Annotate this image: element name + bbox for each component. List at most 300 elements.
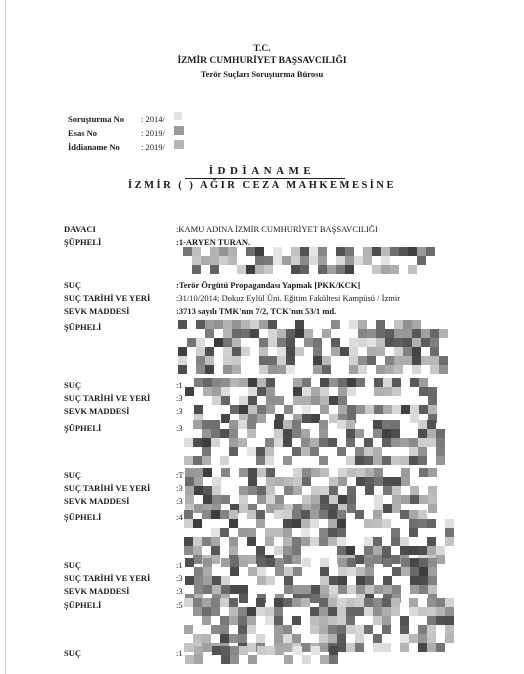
redaction-pixel — [239, 396, 248, 405]
redaction-pixel — [382, 607, 391, 616]
redaction-pixel — [178, 347, 187, 356]
redaction-pixel — [239, 585, 248, 594]
redaction-pixel — [202, 420, 211, 429]
redaction-pixel — [257, 567, 266, 576]
redaction-pixel — [274, 438, 283, 447]
redaction-pixel — [257, 387, 266, 396]
redaction-pixel — [382, 625, 391, 634]
redaction-pixel — [283, 519, 292, 528]
redaction-pixel — [383, 576, 392, 585]
redaction-pixel — [301, 429, 310, 438]
redaction-pixel — [322, 365, 331, 374]
redaction-pixel — [436, 598, 445, 607]
redaction-pixel — [364, 546, 373, 555]
redaction-pixel — [365, 486, 374, 495]
redaction-pixel — [266, 477, 275, 486]
redaction-pixel — [328, 537, 337, 546]
redaction-pixel — [293, 387, 302, 396]
redaction-pixel — [256, 456, 265, 465]
redaction-pixel — [328, 607, 337, 616]
redaction-pixel — [403, 356, 412, 365]
redaction-pixel — [373, 634, 382, 643]
redaction-pixel — [394, 320, 403, 329]
redaction-pixel — [210, 256, 219, 265]
redaction-pixel — [266, 495, 275, 504]
redaction-pixel — [345, 247, 354, 256]
redaction-pixel — [255, 265, 264, 274]
value-supheli-5-prefix: :5 — [176, 600, 183, 610]
redaction-pixel — [382, 420, 391, 429]
label-sevk-maddesi-3: SEVK MADDESİ — [64, 496, 130, 506]
redaction-pixel — [445, 537, 454, 546]
redaction-pixel — [310, 510, 319, 519]
redaction-pixel — [392, 486, 401, 495]
redaction-pixel — [246, 247, 255, 256]
value-suc-5-prefix: :1 — [176, 648, 183, 658]
redaction-pixel — [428, 468, 437, 477]
redaction-pixel — [419, 387, 428, 396]
redaction-pixel — [336, 265, 345, 274]
redaction-pixel — [241, 347, 250, 356]
redaction-pixel — [259, 320, 268, 329]
redaction-pixel — [212, 646, 221, 655]
redaction-pixel — [412, 356, 421, 365]
redaction-pixel — [347, 405, 356, 414]
redaction-pixel — [445, 634, 454, 643]
redaction-pixel — [194, 405, 203, 414]
redaction-pixel — [349, 338, 358, 347]
redaction-pixel — [401, 567, 410, 576]
redaction-pixel — [428, 576, 437, 585]
redaction-pixel — [248, 396, 257, 405]
redaction-pixel — [219, 256, 228, 265]
redaction-pixel — [194, 468, 203, 477]
redaction-pixel — [259, 338, 268, 347]
redaction-pixel — [318, 265, 327, 274]
value-supheli: :1-ARYEN TURAN. — [176, 237, 251, 247]
redaction-pixel — [354, 256, 363, 265]
redaction-pixel — [313, 338, 322, 347]
redaction-pixel — [412, 347, 421, 356]
redaction-pixel — [428, 405, 437, 414]
redaction-pixel — [401, 558, 410, 567]
redaction-pixel — [310, 438, 319, 447]
redaction-pixel — [329, 646, 338, 655]
redaction-pixel — [408, 265, 417, 274]
redaction-pixel — [265, 528, 274, 537]
redaction-pixel — [194, 646, 203, 655]
redaction-pixel — [302, 378, 311, 387]
redaction-pixel — [202, 510, 211, 519]
redaction-pixel — [358, 356, 367, 365]
redaction-pixel — [419, 585, 428, 594]
redaction-pixel — [257, 468, 266, 477]
redaction-pixel — [232, 356, 241, 365]
redaction-pixel — [436, 429, 445, 438]
redaction-pixel — [185, 576, 194, 585]
redaction-pixel — [340, 347, 349, 356]
redaction-pixel — [255, 256, 264, 265]
redaction-pixel — [220, 528, 229, 537]
redaction-pixel — [427, 634, 436, 643]
redaction-pixel — [401, 468, 410, 477]
redaction-pixel — [283, 634, 292, 643]
redaction-pixel — [436, 643, 445, 652]
redaction-pixel — [178, 356, 187, 365]
redaction-pixel — [346, 625, 355, 634]
redaction-pixel — [427, 438, 436, 447]
redaction-pixel — [275, 495, 284, 504]
redaction-pixel — [347, 387, 356, 396]
redaction-pixel — [338, 495, 347, 504]
redaction-pixel — [192, 256, 201, 265]
redaction-pixel — [310, 447, 319, 456]
redaction-pixel — [273, 256, 282, 265]
redaction-pixel — [248, 468, 257, 477]
redaction-pixel — [193, 438, 202, 447]
redaction-pixel — [202, 598, 211, 607]
redaction-pixel — [356, 567, 365, 576]
redaction-pixel — [320, 495, 329, 504]
redaction-pixel — [313, 347, 322, 356]
redaction-pixel — [337, 420, 346, 429]
redaction-pixel — [223, 347, 232, 356]
redaction-pixel — [322, 356, 331, 365]
redaction-pixel — [355, 607, 364, 616]
redaction-pixel — [311, 495, 320, 504]
redaction-pixel — [266, 396, 275, 405]
redaction-pixel — [223, 356, 232, 365]
redaction-pixel — [211, 510, 220, 519]
redaction-pixel — [302, 387, 311, 396]
redaction-pixel — [246, 265, 255, 274]
redaction-pixel — [211, 537, 220, 546]
redaction-pixel — [391, 537, 400, 546]
redaction-pixel — [184, 519, 193, 528]
redaction-pixel — [187, 338, 196, 347]
header-office: İZMİR CUMHURİYET BAŞSAVCILIĞI — [177, 56, 347, 66]
redaction-pixel — [346, 420, 355, 429]
redaction-pixel — [283, 528, 292, 537]
redaction-pixel — [400, 634, 409, 643]
redaction-pixel — [445, 528, 454, 537]
redaction-pixel — [382, 438, 391, 447]
redaction-pixel — [284, 477, 293, 486]
redaction-pixel — [292, 598, 301, 607]
redaction-pixel — [266, 468, 275, 477]
redaction-pixel — [201, 256, 210, 265]
redaction-pixel — [230, 378, 239, 387]
redaction-pixel — [229, 447, 238, 456]
redaction-pixel — [364, 438, 373, 447]
redaction-pixel — [274, 625, 283, 634]
redaction-pixel — [309, 256, 318, 265]
redaction-pixel — [436, 616, 445, 625]
redaction-pixel — [418, 634, 427, 643]
redaction-pixel — [248, 477, 257, 486]
redaction-pixel — [274, 598, 283, 607]
redaction-pixel — [399, 247, 408, 256]
redaction-pixel — [336, 247, 345, 256]
redaction-pixel — [320, 585, 329, 594]
redaction-pixel — [292, 634, 301, 643]
redaction-pixel — [346, 456, 355, 465]
redaction-pixel — [266, 387, 275, 396]
redaction-pixel — [367, 356, 376, 365]
redaction-pixel — [268, 365, 277, 374]
redaction-pixel — [345, 256, 354, 265]
redaction-pixel — [409, 510, 418, 519]
redaction-pixel — [264, 265, 273, 274]
redaction-pixel — [212, 486, 221, 495]
redaction-pixel — [265, 616, 274, 625]
redaction-pixel — [257, 576, 266, 585]
redaction-pixel — [301, 519, 310, 528]
redaction-pixel — [347, 585, 356, 594]
redaction-pixel — [346, 546, 355, 555]
redaction-pixel — [211, 625, 220, 634]
redaction-pixel — [338, 567, 347, 576]
redaction-pixel — [238, 616, 247, 625]
redaction-pixel — [418, 546, 427, 555]
redaction-pixel — [238, 420, 247, 429]
redaction-pixel — [338, 558, 347, 567]
redaction-pixel — [301, 447, 310, 456]
redaction-pixel — [421, 356, 430, 365]
redaction-pixel — [229, 607, 238, 616]
redaction-pixel — [256, 510, 265, 519]
redaction-pixel — [430, 356, 439, 365]
redaction-pixel — [365, 477, 374, 486]
redaction-pixel — [220, 429, 229, 438]
label-suc-tarihi-4: SUÇ TARİHİ VE YERİ — [64, 573, 151, 583]
redaction-pixel — [229, 598, 238, 607]
redaction-pixel — [336, 256, 345, 265]
meta-value-sorusturma: : 2014/ — [141, 114, 165, 124]
redaction-pixel — [320, 558, 329, 567]
redaction-pixel — [196, 338, 205, 347]
redaction-pixel — [400, 456, 409, 465]
redaction-pixel — [203, 495, 212, 504]
redaction-pixel — [418, 456, 427, 465]
redaction-pixel — [381, 256, 390, 265]
redaction-pixel — [275, 567, 284, 576]
redaction-pixel — [400, 625, 409, 634]
redaction-pixel — [394, 347, 403, 356]
redaction-pixel — [320, 405, 329, 414]
redaction-pixel — [418, 510, 427, 519]
redaction-meta — [174, 112, 188, 154]
redaction-pixel — [223, 320, 232, 329]
redaction-pixel — [202, 634, 211, 643]
redaction-pixel — [367, 347, 376, 356]
redaction-pixel — [293, 585, 302, 594]
redaction-pixel — [400, 510, 409, 519]
redaction-pixel — [304, 329, 313, 338]
redaction-pixel — [309, 247, 318, 256]
redaction-pixel — [284, 655, 293, 664]
redaction-pixel — [319, 528, 328, 537]
redaction-pixel — [394, 338, 403, 347]
redaction-pixel — [367, 338, 376, 347]
redaction-pixel — [178, 365, 187, 374]
redaction-pixel — [205, 356, 214, 365]
redaction-pixel — [349, 320, 358, 329]
redaction-pixel — [356, 405, 365, 414]
redaction-pixel — [355, 598, 364, 607]
redaction-pixel — [329, 585, 338, 594]
redaction-pixel — [319, 438, 328, 447]
redaction-pixel — [410, 405, 419, 414]
redaction-pixel — [311, 468, 320, 477]
redaction-pixel — [232, 365, 241, 374]
redaction-pixel — [329, 396, 338, 405]
redaction-pixel — [230, 405, 239, 414]
redaction-pixel — [337, 598, 346, 607]
redaction-pixel — [203, 486, 212, 495]
redaction-pixel — [338, 396, 347, 405]
redaction-pixel — [364, 456, 373, 465]
redaction-pixel — [328, 438, 337, 447]
value-suc-tarihi-3-prefix: :3 — [176, 483, 183, 493]
redaction-pixel — [365, 585, 374, 594]
redaction-pixel — [385, 329, 394, 338]
redaction-pixel — [383, 477, 392, 486]
redaction-pixel — [275, 558, 284, 567]
redaction-pixel — [319, 510, 328, 519]
redaction-pixel — [229, 429, 238, 438]
redaction-pixel — [319, 607, 328, 616]
redaction-block — [185, 378, 435, 420]
redaction-pixel — [268, 356, 277, 365]
redaction-pixel — [193, 607, 202, 616]
redaction-pixel — [427, 519, 436, 528]
redaction-pixel — [374, 405, 383, 414]
redaction-pixel — [230, 567, 239, 576]
value-suc-3-prefix: :T — [176, 470, 184, 480]
redaction-pixel — [257, 558, 266, 567]
value-sevk-maddesi: :3713 sayılı TMK'nın 7/2, TCK'nın 53/1 md. — [176, 306, 337, 316]
label-supheli-5: ŞÜPHELİ — [64, 600, 102, 610]
redaction-pixel — [417, 247, 426, 256]
redaction-pixel — [373, 643, 382, 652]
redaction-pixel — [265, 537, 274, 546]
redaction-pixel — [382, 546, 391, 555]
redaction-pixel — [196, 320, 205, 329]
redaction-pixel — [428, 585, 437, 594]
redaction-pixel — [256, 546, 265, 555]
redaction-pixel — [203, 387, 212, 396]
redaction-pixel — [349, 356, 358, 365]
redaction-pixel — [419, 468, 428, 477]
redaction-pixel — [238, 625, 247, 634]
redaction-pixel — [346, 598, 355, 607]
redaction-pixel — [274, 546, 283, 555]
redaction-pixel — [241, 329, 250, 338]
redaction-pixel — [259, 356, 268, 365]
redaction-pixel — [178, 320, 187, 329]
redaction-pixel — [311, 396, 320, 405]
redaction-pixel — [283, 456, 292, 465]
redaction-pixel — [318, 247, 327, 256]
redaction-pixel — [247, 616, 256, 625]
label-suc-tarihi-3: SUÇ TARİHİ VE YERİ — [64, 483, 151, 493]
redaction-pixel — [247, 510, 256, 519]
redaction-pixel — [329, 655, 338, 664]
redaction-pixel — [220, 616, 229, 625]
redaction-pixel — [184, 546, 193, 555]
redaction-pixel — [256, 447, 265, 456]
redaction-pixel — [418, 429, 427, 438]
redaction-pixel — [373, 546, 382, 555]
redaction-pixel — [300, 265, 309, 274]
redaction-pixel — [274, 616, 283, 625]
redaction-pixel — [409, 456, 418, 465]
redaction-pixel — [400, 616, 409, 625]
meta-label-esas: Esas No — [68, 128, 98, 138]
redaction-pixel — [284, 567, 293, 576]
redaction-pixel — [205, 347, 214, 356]
redaction-pixel — [373, 616, 382, 625]
redaction-pixel — [202, 456, 211, 465]
redaction-pixel — [257, 486, 266, 495]
redaction-pixel — [364, 537, 373, 546]
redaction-pixel — [221, 396, 230, 405]
redaction-pixel — [284, 405, 293, 414]
redaction-pixel — [445, 625, 454, 634]
redaction-pixel — [229, 634, 238, 643]
redaction-pixel — [283, 420, 292, 429]
redaction-pixel — [293, 486, 302, 495]
value-suc-4-prefix: :1 — [176, 560, 183, 570]
value-suc-tarihi-2-prefix: :3 — [176, 393, 183, 403]
redaction-pixel — [266, 378, 275, 387]
redaction-pixel — [212, 576, 221, 585]
redaction-pixel — [391, 598, 400, 607]
redaction-pixel — [214, 320, 223, 329]
redaction-pixel — [248, 567, 257, 576]
redaction-pixel — [301, 537, 310, 546]
redaction-pixel — [205, 365, 214, 374]
value-sevk-maddesi-2-prefix: :3 — [176, 406, 183, 416]
redaction-pixel — [286, 329, 295, 338]
redaction-pixel — [274, 528, 283, 537]
redaction-pixel — [184, 537, 193, 546]
redaction-pixel — [328, 510, 337, 519]
header-tc: T.C. — [253, 44, 271, 54]
redaction-pixel — [202, 537, 211, 546]
redaction-pixel — [346, 438, 355, 447]
redaction-pixel — [239, 558, 248, 567]
redaction-pixel — [301, 598, 310, 607]
redaction-pixel — [274, 634, 283, 643]
redaction-pixel — [248, 378, 257, 387]
redaction-pixel — [391, 438, 400, 447]
redaction-pixel — [302, 396, 311, 405]
redaction-pixel — [392, 585, 401, 594]
redaction-pixel — [376, 338, 385, 347]
redaction-pixel — [319, 537, 328, 546]
redaction-pixel — [250, 320, 259, 329]
redaction-pixel — [408, 247, 417, 256]
redaction-pixel — [283, 510, 292, 519]
redaction-pixel — [211, 438, 220, 447]
redaction-pixel — [319, 625, 328, 634]
redaction-pixel — [381, 247, 390, 256]
redaction-pixel — [221, 655, 230, 664]
redaction-pixel — [319, 429, 328, 438]
redaction-pixel — [248, 387, 257, 396]
